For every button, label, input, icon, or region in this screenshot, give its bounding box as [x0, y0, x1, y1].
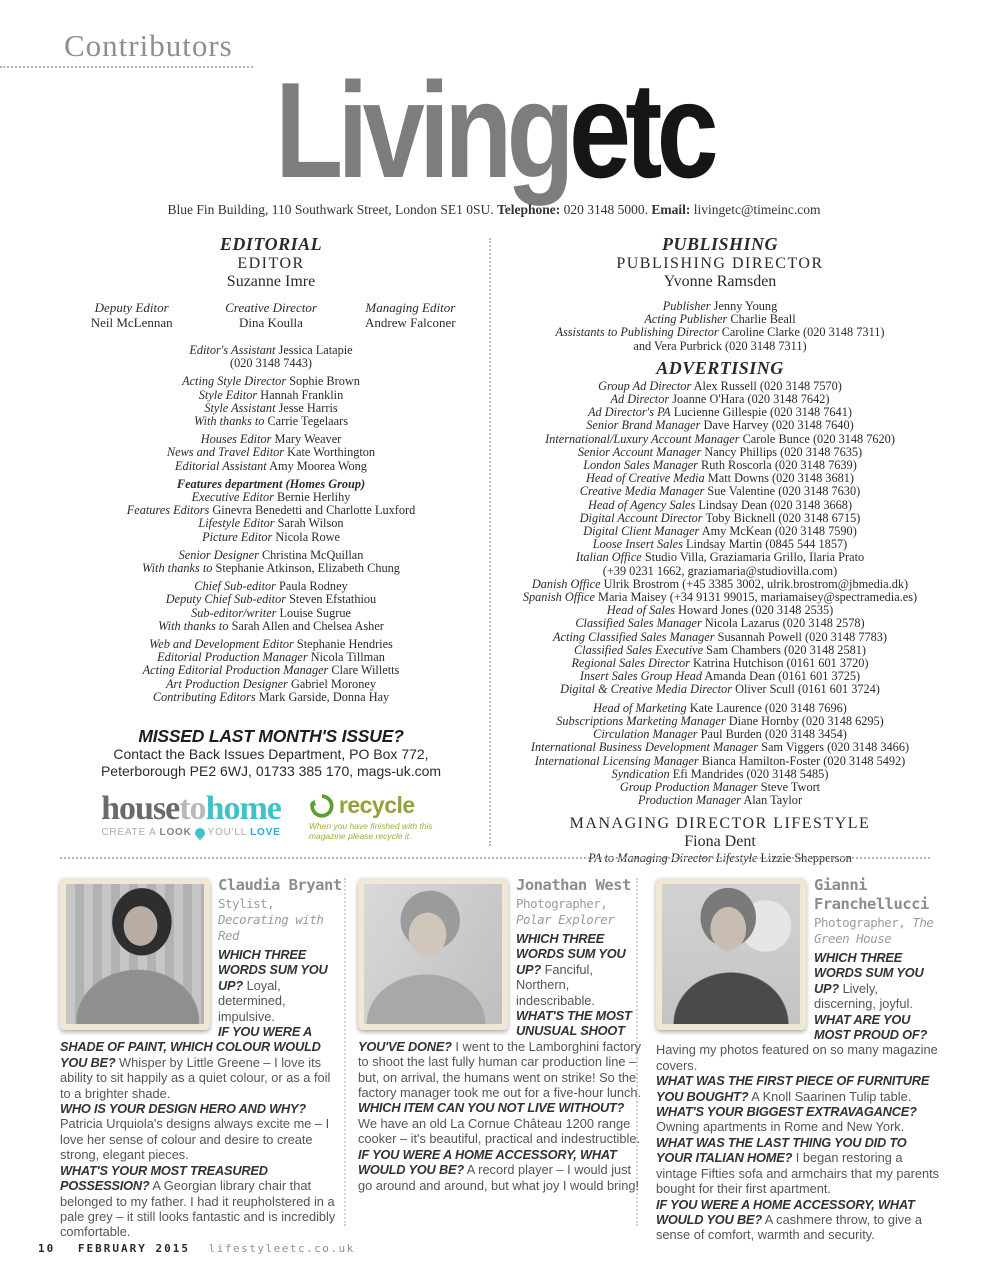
- person-name: Alex Russell (020 3148 7570): [693, 378, 842, 393]
- person-name: Efi Mandrides (020 3148 5485): [672, 766, 829, 781]
- masthead-group: [498, 702, 942, 808]
- role-label: Lifestyle Editor: [198, 516, 275, 531]
- role-label: With thanks to: [194, 414, 265, 429]
- role-label: Acting Style Director: [182, 374, 287, 389]
- person-name: Lucienne Gillespie (020 3148 7641): [673, 405, 852, 420]
- role-label: Regional Sales Director: [571, 656, 690, 671]
- role-label: Senior Designer: [178, 547, 259, 562]
- person-name: Stephanie Atkinson, Elizabeth Chung: [215, 561, 400, 576]
- qa-answer: Loyal, determined, impulsive.: [218, 977, 286, 1024]
- md-lifestyle-name: Fiona Dent: [684, 833, 756, 851]
- advertising-section-title: ADVERTISING: [656, 357, 784, 378]
- person-name: Hannah Franklin: [260, 387, 344, 402]
- role-label: Head of Sales: [606, 603, 676, 618]
- role-label: Features department (Homes Group): [176, 476, 366, 491]
- role-label: Circulation Manager: [593, 727, 698, 742]
- editor-name: Suzanne Imre: [226, 273, 316, 290]
- person-name: Mark Garside, Donna Hay: [258, 689, 390, 704]
- person-name: Steve Twort: [760, 779, 821, 794]
- masthead-group: [62, 549, 480, 575]
- role-label: Classified Sales Manager: [575, 616, 702, 631]
- qa-answer: A cashmere throw, to give a sense of comfort, warmth and security.: [656, 1211, 922, 1243]
- role-label: Senior Account Manager: [577, 444, 702, 459]
- person-name: Amanda Dean (0161 601 3725): [704, 669, 861, 684]
- role-label: International Business Development Manager: [530, 740, 759, 755]
- role-label: Web and Development Editor: [149, 637, 294, 652]
- qa-question: WHICH THREE WORDS SUM YOU UP?: [814, 950, 924, 996]
- website-url: lifestyleetc.co.uk: [208, 1242, 355, 1255]
- masthead-line: [62, 562, 480, 575]
- person-name: Bernie Herlihy: [276, 490, 351, 505]
- hth-home-text: home: [205, 790, 281, 828]
- qa-answer: Patricia Urquiola's designs always excite me – I love her sense of colour and desire to create strong, elegant pieces.: [60, 1116, 330, 1163]
- person-name: Dina Koulla: [239, 315, 303, 330]
- contributor-qa: [358, 1147, 642, 1193]
- qa-question: WHAT'S YOUR MOST TREASURED POSSESSION?: [60, 1162, 268, 1194]
- masthead-group: [498, 380, 942, 697]
- person-name: Ginevra Benedetti and Charlotte Luxford: [212, 503, 416, 518]
- person-name: Jessica Latapie: [278, 343, 353, 357]
- masthead-group: [62, 580, 480, 633]
- column-dotted-divider: [489, 238, 491, 846]
- masthead-line: [62, 357, 480, 370]
- role-label: Editor's Assistant: [189, 343, 276, 357]
- masthead-line: [62, 531, 480, 544]
- contributors-section: [60, 876, 940, 1243]
- person-name: Nicola Lazarus (020 3148 2578): [704, 616, 865, 631]
- senior-editor-cell: [62, 300, 201, 330]
- role-label: Loose Insert Sales: [592, 537, 683, 552]
- qa-question: WHICH ITEM CAN YOU NOT LIVE WITHOUT?: [358, 1100, 625, 1116]
- person-name: Steven Efstathiou: [289, 592, 377, 607]
- publishing-section-title: PUBLISHING: [661, 234, 778, 254]
- person-name: Oliver Scull (0161 601 3724): [735, 682, 880, 697]
- hth-to-text: to: [179, 790, 206, 828]
- qa-question: WHAT'S THE MOST UNUSUAL SHOOT YOU'VE DONE?: [358, 1008, 632, 1054]
- back-issues-line1: Contact the Back Issues Department, PO Box 772,: [113, 746, 429, 763]
- contributor-name: Claudia Bryant: [218, 876, 342, 894]
- housetohome-wordmark: [101, 790, 281, 828]
- editorial-column: [62, 234, 480, 841]
- hth-tag-create: CREATE A: [101, 827, 157, 839]
- person-name: Lindsay Dean (020 3148 3668): [698, 497, 853, 512]
- person-name: Studio Villa, Graziamaria Grillo, Ilaria Prato: [644, 550, 865, 565]
- role-label: Head of Agency Sales: [587, 497, 696, 512]
- masthead-line: [498, 794, 942, 807]
- logo-etc-text: etc: [568, 54, 713, 206]
- qa-question: WHAT WAS THE FIRST PIECE OF FURNITURE YOU BOUGHT?: [656, 1073, 930, 1104]
- partner-logos: [62, 790, 480, 842]
- housetohome-tagline: [101, 826, 281, 839]
- role-label: Chief Sub-editor: [194, 579, 276, 594]
- role-label: London Sales Manager: [583, 458, 698, 473]
- advertising-staff-list: [498, 380, 942, 808]
- role-label: Deputy Chief Sub-editor: [165, 592, 287, 607]
- person-name: Ulrik Brostrom (+45 3385 3002, ulrik.brostrom@jbmedia.dk): [603, 576, 909, 591]
- person-name: Kate Laurence (020 3148 7696): [689, 700, 847, 715]
- publishing-director-name: Yvonne Ramsden: [663, 273, 777, 290]
- person-name: Caroline Clarke (020 3148 7311): [721, 325, 885, 340]
- qa-question: IF YOU WERE A SHADE OF PAINT, WHICH COLOUR WOULD YOU BE?: [60, 1024, 321, 1070]
- masthead-line: [62, 460, 480, 473]
- person-name: Howard Jones (020 3148 2535): [678, 603, 834, 618]
- person-name: Stephanie Hendries: [296, 637, 393, 652]
- person-name: Neil McLennan: [90, 315, 173, 330]
- qa-question: IF YOU WERE A HOME ACCESSORY, WHAT WOULD YOU BE?: [358, 1146, 617, 1178]
- person-name: Dave Harvey (020 3148 7640): [703, 418, 854, 433]
- contributor-job: Stylist,: [218, 896, 275, 911]
- housetohome-logo: [101, 790, 281, 839]
- person-name: Sue Valentine (020 3148 7630): [707, 484, 861, 499]
- person-name: Nicola Rowe: [275, 529, 340, 544]
- recycle-tagline: When you have finished with this magazine please recycle it.: [308, 821, 433, 842]
- person-name: Jenny Young: [713, 299, 778, 313]
- role-label: Ad Director: [610, 392, 670, 407]
- masthead-line: [498, 340, 942, 353]
- role-label: Digital Account Director: [579, 510, 703, 525]
- person-name: Nicola Tillman: [310, 650, 385, 665]
- masthead-group: [498, 300, 942, 353]
- person-name: Sarah Allen and Chelsea Asher: [231, 618, 384, 633]
- role-label: Acting Publisher: [644, 312, 728, 327]
- role-label: Houses Editor: [200, 432, 272, 447]
- email-address: livingetc@timeinc.com: [690, 202, 821, 217]
- address-street: Blue Fin Building, 110 Southwark Street, London SE1 0SU.: [167, 202, 497, 217]
- hth-house-text: house: [101, 790, 180, 828]
- role-label: Art Production Designer: [166, 676, 288, 691]
- role-label: Deputy Editor: [94, 300, 169, 315]
- qa-question: IF YOU WERE A HOME ACCESSORY, WHAT WOULD YOU BE?: [656, 1196, 915, 1227]
- editor-role-title: EDITOR: [237, 255, 305, 272]
- contributor-name: Gianni Franchellucci: [814, 876, 929, 913]
- contributor-qa: [358, 1100, 642, 1146]
- person-name: Paula Rodney: [279, 579, 348, 594]
- publishing-staff-list: [498, 300, 942, 353]
- role-label: Digital Client Manager: [583, 524, 700, 539]
- qa-answer: I went to the Lamborghini factory to shoot the last fully human car production line – but, on arrival, the humans went on strike! So the factory manager took me out for a five-hour lunch.: [358, 1038, 642, 1101]
- editorial-staff-list: [62, 344, 480, 704]
- qa-answer: Whisper by Little Greene – I love its ability to sit happily as a quiet colour, or as a foil to a brighter shade.: [60, 1054, 331, 1101]
- page-footer: [38, 1242, 355, 1255]
- publishing-column: [498, 234, 942, 866]
- role-label: Subscriptions Marketing Manager: [556, 713, 726, 728]
- contributor-qa: [656, 1135, 940, 1197]
- role-label: Production Manager: [637, 793, 741, 808]
- role-label: Creative Director: [225, 300, 317, 315]
- person-name: Susannah Powell (020 3148 7783): [717, 629, 888, 644]
- role-label: International Licensing Manager: [534, 753, 699, 768]
- masthead-line: [62, 415, 480, 428]
- editorial-section-title: EDITORIAL: [219, 234, 323, 254]
- qa-question: WHAT WAS THE LAST THING YOU DID TO YOUR ITALIAN HOME?: [656, 1134, 907, 1166]
- contributor-publication: The Green House: [814, 915, 934, 946]
- role-label: Managing Editor: [365, 300, 456, 315]
- masthead-line: [62, 620, 480, 633]
- role-label: Acting Editorial Production Manager: [142, 663, 329, 678]
- contributor-publication: Decorating with Red: [218, 912, 324, 943]
- qa-question: WHICH THREE WORDS SUM YOU UP?: [218, 947, 328, 993]
- role-label: Features Editors: [126, 503, 210, 518]
- role-label: Creative Media Manager: [579, 484, 705, 499]
- contributor-photo: [358, 878, 508, 1030]
- role-label: With thanks to: [158, 618, 229, 633]
- role-label: Publisher: [662, 299, 711, 313]
- contributor-photo: [656, 878, 806, 1030]
- person-name: Nancy Phillips (020 3148 7635): [704, 444, 863, 459]
- contributor-qa: [656, 1073, 940, 1104]
- qa-answer: A Knoll Saarinen Tulip table.: [751, 1088, 912, 1104]
- person-name: Toby Bicknell (020 3148 6715): [705, 510, 861, 525]
- person-name: Jesse Harris: [278, 400, 338, 415]
- qa-question: WHAT'S YOUR BIGGEST EXTRAVAGANCE?: [656, 1104, 917, 1120]
- role-label: Group Ad Director: [598, 378, 692, 393]
- contributor-qa: [656, 1197, 940, 1243]
- contributor-name: Jonathan West: [516, 876, 631, 894]
- md-lifestyle-title: MANAGING DIRECTOR LIFESTYLE: [569, 815, 871, 833]
- role-label: Classified Sales Executive: [573, 642, 704, 657]
- qa-question: WHICH THREE WORDS SUM YOU UP?: [516, 931, 626, 977]
- person-name: (+39 0231 1662, graziamaria@studiovilla.com): [602, 563, 838, 578]
- person-name: Carole Bunce (020 3148 7620): [742, 431, 895, 446]
- person-name: (020 3148 7443): [230, 356, 312, 371]
- contributor-job: Photographer,: [814, 915, 913, 930]
- masthead-line: [498, 683, 942, 696]
- page-title: Contributors: [64, 28, 233, 63]
- masthead-group: [62, 478, 480, 544]
- email-label: Email:: [651, 202, 691, 217]
- role-label: Ad Director's PA: [588, 405, 671, 420]
- person-name: Louise Sugrue: [279, 605, 351, 620]
- person-name: Diane Hornby (020 3148 6295): [728, 713, 884, 728]
- role-label: Editorial Assistant: [175, 458, 267, 473]
- person-name: Maria Maisey (+34 9131 99015, mariamaisey@spectramedia.es): [598, 590, 918, 605]
- role-label: News and Travel Editor: [166, 445, 285, 460]
- qa-answer: Owning apartments in Rome and New York.: [656, 1119, 905, 1135]
- role-label: Style Assistant: [204, 400, 276, 415]
- back-issues-line2: Peterborough PE2 6WJ, 01733 385 170, mags-uk.com: [100, 762, 442, 779]
- contributor-job: Photographer,: [516, 896, 608, 911]
- role-label: Head of Creative Media: [585, 471, 705, 486]
- qa-answer: Lively, discerning, joyful.: [814, 980, 913, 1012]
- person-name: Sam Viggers (020 3148 3466): [761, 740, 910, 755]
- contributor-card: [60, 876, 344, 1243]
- person-name: Christina McQuillan: [261, 547, 364, 562]
- masthead-group: [62, 375, 480, 428]
- senior-editor-cell: [201, 300, 340, 330]
- role-label: With thanks to: [142, 561, 213, 576]
- role-label: Senior Brand Manager: [586, 418, 701, 433]
- hth-tag-love: LOVE: [250, 827, 281, 839]
- contributor-photo: [60, 878, 210, 1030]
- contributor-qa: [60, 1163, 344, 1240]
- role-label: Insert Sales Group Head: [579, 669, 703, 684]
- hth-tag-youll: YOU'LL: [207, 827, 248, 839]
- person-name: Kate Worthington: [287, 445, 376, 460]
- person-name: Paul Burden (020 3148 3454): [700, 727, 847, 742]
- person-name: Sarah Wilson: [277, 516, 344, 531]
- person-name: Gabriel Moroney: [290, 676, 376, 691]
- recycle-mark: [309, 793, 441, 819]
- senior-editors-row: [62, 300, 480, 330]
- md-pa-role: PA to Managing Director Lifestyle: [588, 851, 758, 866]
- contributor-publication: Polar Explorer: [516, 912, 615, 927]
- role-label: Acting Classified Sales Manager: [552, 629, 715, 644]
- person-name: Amy Moorea Wong: [269, 458, 367, 473]
- qa-answer: I began restoring a vintage Fifties sofa and armchairs that my parents bought for their first apartment.: [656, 1150, 940, 1197]
- masthead-line: [62, 691, 480, 704]
- role-label: Spanish Office: [522, 590, 595, 605]
- person-name: Amy McKean (020 3148 7590): [701, 524, 857, 539]
- recycle-logo: [309, 793, 441, 841]
- person-name: Andrew Falconer: [365, 315, 456, 330]
- person-name: Carrie Tegelaars: [267, 414, 348, 429]
- role-label: Danish Office: [531, 576, 601, 591]
- role-label: Group Production Manager: [619, 779, 758, 794]
- person-name: Matt Downs (020 3148 3681): [707, 471, 854, 486]
- telephone-label: Telephone:: [496, 202, 561, 217]
- person-name: Lindsay Martin (0845 544 1857): [686, 537, 848, 552]
- role-label: Head of Marketing: [593, 700, 687, 715]
- person-name: Ruth Roscorla (020 3148 7639): [701, 458, 857, 473]
- person-name: Mary Weaver: [274, 432, 342, 447]
- md-pa-name: Lizzie Shepperson: [760, 851, 852, 866]
- publisher-address: [0, 202, 988, 218]
- person-name: Charlie Beall: [730, 312, 796, 327]
- role-label: Sub-editor/writer: [191, 605, 277, 620]
- role-label: Digital & Creative Media Director: [560, 682, 732, 697]
- recycle-label: recycle: [338, 792, 415, 819]
- contributor-qa: [656, 1104, 940, 1135]
- role-label: Executive Editor: [191, 490, 274, 505]
- person-name: Sam Chambers (020 3148 2581): [706, 642, 866, 657]
- person-name: Bianca Hamilton-Foster (020 3148 5492): [701, 753, 906, 768]
- senior-editor-cell: [341, 300, 480, 330]
- qa-answer: Having my photos featured on so many magazine covers.: [656, 1042, 938, 1073]
- contributor-card: [656, 876, 940, 1243]
- qa-question: WHAT ARE YOU MOST PROUD OF?: [814, 1011, 928, 1043]
- issue-date: FEBRUARY 2015: [77, 1242, 190, 1255]
- person-name: and Vera Purbrick (020 3148 7311): [633, 338, 807, 353]
- qa-answer: Fanciful, Northern, indescribable.: [516, 961, 595, 1008]
- contributor-qa: [60, 1024, 344, 1101]
- contributor-qa: [60, 1101, 344, 1163]
- role-label: Syndication: [611, 766, 670, 781]
- publishing-director-title: PUBLISHING DIRECTOR: [616, 255, 824, 272]
- back-issues-title: MISSED LAST MONTH'S ISSUE?: [138, 726, 404, 747]
- teardrop-icon: [193, 826, 207, 840]
- qa-answer: A record player – I would just go around and around, but what joy I would bring!: [358, 1162, 640, 1193]
- role-label: Style Editor: [198, 387, 258, 402]
- magazine-logo: [0, 54, 988, 206]
- role-label: Assistants to Publishing Director: [555, 325, 719, 340]
- person-name: Katrina Hutchison (0161 601 3720): [692, 656, 869, 671]
- back-issues-notice: [62, 726, 480, 779]
- role-label: Editorial Production Manager: [157, 650, 308, 665]
- hth-tag-look: LOOK: [159, 827, 192, 839]
- role-label: Picture Editor: [202, 529, 273, 544]
- logo-living-text: Living: [275, 54, 569, 206]
- person-name: Alan Taylor: [743, 793, 803, 808]
- recycle-arrow-icon: [309, 793, 335, 819]
- masthead-group: [62, 638, 480, 704]
- telephone-number: 020 3148 5000.: [560, 202, 652, 217]
- qa-answer: A Georgian library chair that belonged to my father. I had it reupholstered in a pale grey – it still looks fantastic and is incredibly comfortable.: [60, 1178, 336, 1240]
- masthead-group: [62, 344, 480, 370]
- person-name: Clare Willetts: [331, 663, 400, 678]
- section-dotted-rule: [60, 857, 930, 859]
- person-name: Sophie Brown: [289, 374, 360, 389]
- contributor-card: [358, 876, 642, 1243]
- page-number: 10: [38, 1242, 56, 1255]
- person-name: Joanne O'Hara (020 3148 7642): [672, 392, 830, 407]
- role-label: Italian Office: [575, 550, 642, 565]
- qa-answer: We have an old La Cornue Château 1200 range cooker – it's beautiful, practical and indestructible.: [358, 1115, 640, 1147]
- qa-question: WHO IS YOUR DESIGN HERO AND WHY?: [60, 1101, 306, 1117]
- masthead-group: [62, 433, 480, 473]
- role-label: Contributing Editors: [152, 689, 256, 704]
- role-label: International/Luxury Account Manager: [545, 431, 740, 446]
